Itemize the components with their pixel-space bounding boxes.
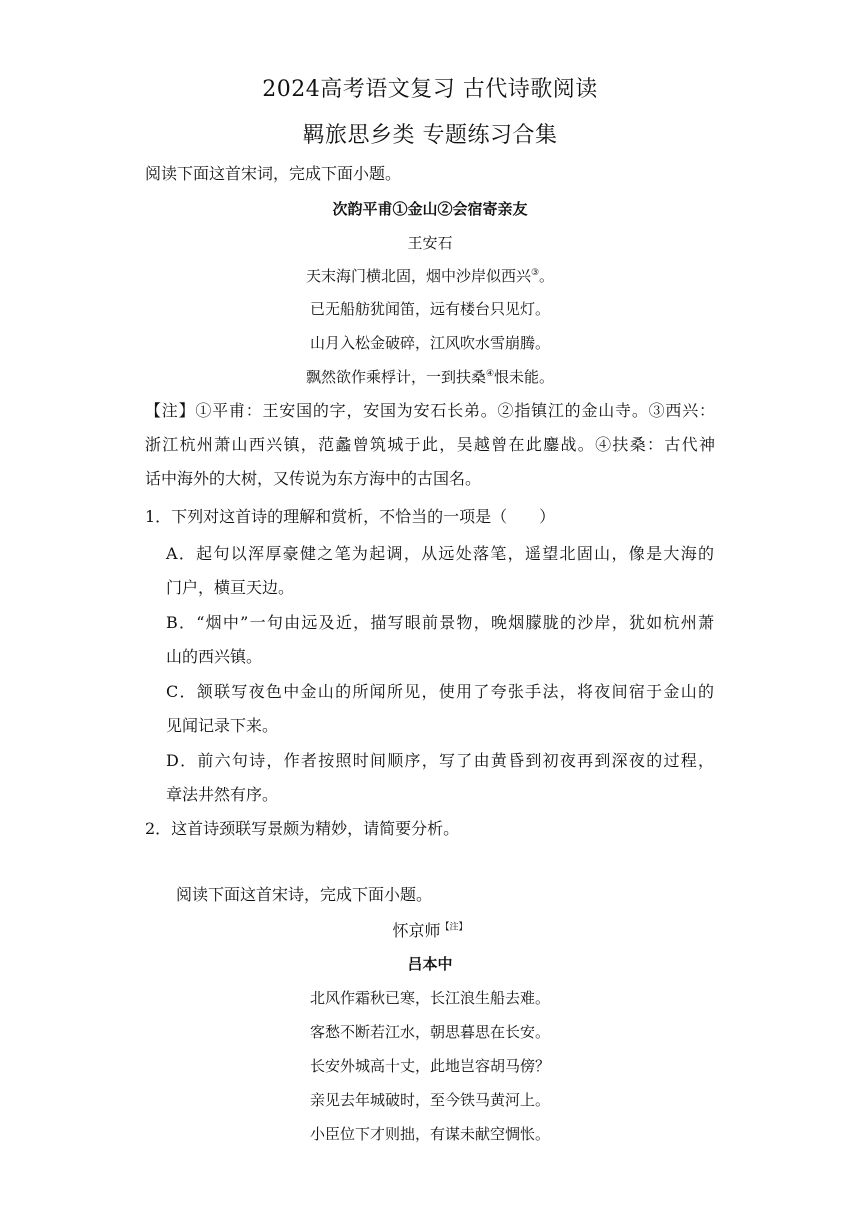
section1-poem-line: 山月入松金破碎，江风吹水雪崩腾。 [309,334,550,352]
option-c-line2: 见闻记录下来。 [166,716,279,735]
option-c-line1: C．颔联写夜色中金山的所闻所见，使用了夸张手法，将夜间宿于金山的 [166,682,714,701]
document-title: 2024高考语文复习 古代诗歌阅读 [262,77,598,102]
section2-intro: 阅读下面这首宋诗，完成下面小题。 [176,885,433,904]
section1-intro: 阅读下面这首宋词，完成下面小题。 [145,164,402,183]
section2-poem-line: 亲见去年城破时，至今铁马黄河上。 [309,1091,550,1109]
option-b-line1: B．“烟中”一句由远及近，描写眼前景物，晚烟朦胧的沙岸，犹如杭州萧 [166,613,714,632]
option-a-line2: 门户，横亘天边。 [166,578,295,597]
section1-poem-line: 天末海门横北固，烟中沙岸似西兴③。 [305,267,555,285]
option-b-line2: 山的西兴镇。 [166,647,263,666]
section2-poem-line: 长安外城高十丈，此地岂容胡马傍？ [309,1057,550,1075]
question-1: 1．下列对这首诗的理解和赏析，不恰当的一项是（ ） [145,507,556,526]
question-2: 2．这首诗颈联写景颇为精妙，请简要分析。 [145,819,460,838]
section2-poem-line: 北风作霜秋已寒，长江浪生船去难。 [309,989,550,1007]
option-a-line1: A．起句以浑厚豪健之笔为起调，从远处落笔，遥望北固山，像是大海的 [166,544,714,563]
option-d-line2: 章法井然有序。 [166,785,279,804]
option-d-line1: D．前六句诗，作者按照时间顺序，写了由黄昏到初夜再到深夜的过程， [166,751,714,770]
section1-poem-title: 次韵平甫①金山②会宿寄亲友 [332,200,528,218]
section2-poem-line: 客愁不断若江水，朝思暮思在长安。 [309,1023,550,1041]
section2-poem-line: 小臣位下才则拙，有谋未献空惆怅。 [309,1125,550,1143]
section1-note-line: 浙江杭州萧山西兴镇，范蠡曾筑城于此，吴越曾在此鏖战。④扶桑：古代神 [145,435,715,454]
document-subtitle: 羁旅思乡类 专题练习合集 [302,123,558,148]
section1-poem-line: 已无船舫犹闻笛，远有楼台只见灯。 [309,300,550,318]
section1-note-line: 话中海外的大树，又传说为东方海中的古国名。 [145,469,482,488]
section2-poem-title: 怀京师$^{【注】}$ [392,921,468,940]
section2-poem-author: 吕本中 [407,955,453,973]
section1-poem-line: 飘然欲作乘桴计，一到扶桑④恨未能。 [305,368,555,386]
section1-poem-author: 王安石 [407,234,453,252]
section1-note-line: 【注】①平甫：王安国的字，安国为安石长弟。②指镇江的金山寺。③西兴： [145,401,715,420]
